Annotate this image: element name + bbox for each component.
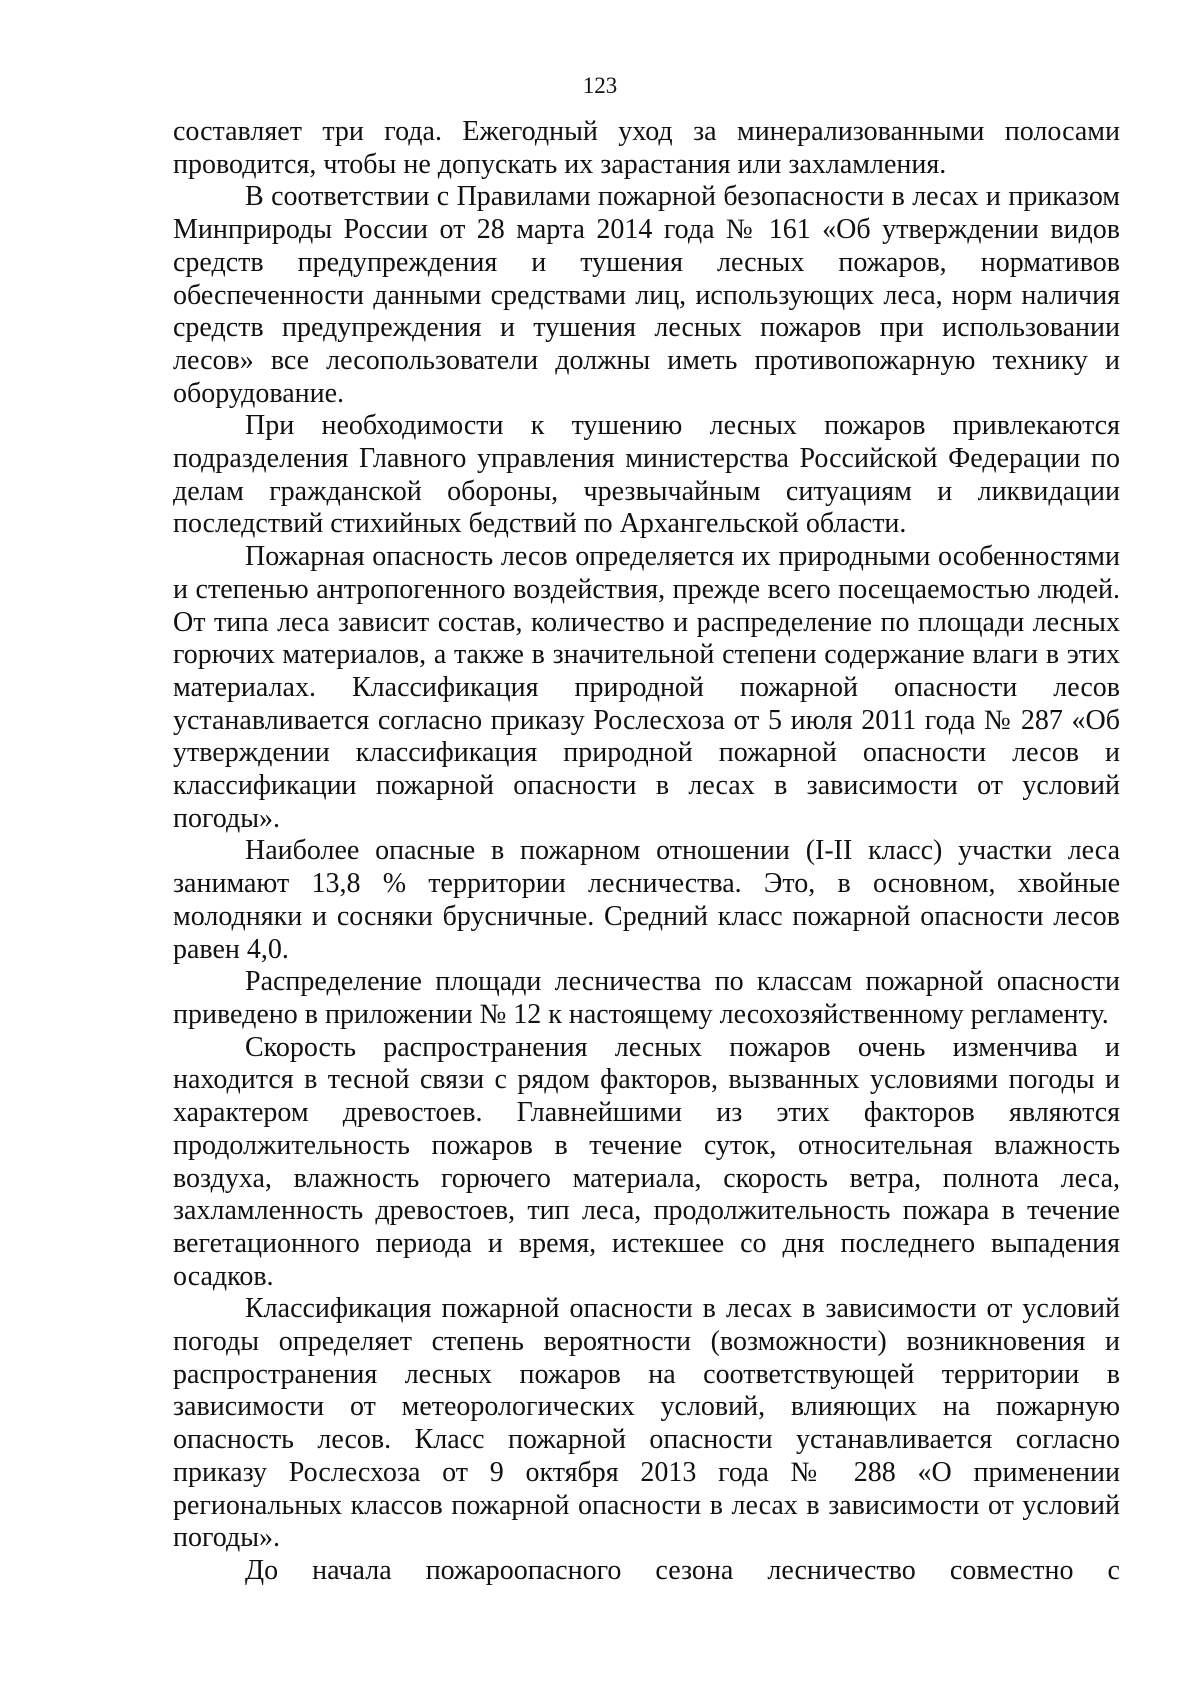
paragraph-fire-safety-rules: В соответствии с Правилами пожарной безопасности в лесах и приказом Минприроды России от 28 марта 2014 года № 161 «Об утверждении видов средств предупреждения и тушения лесных пожаров, нормативов обеспеченности данными средствами лиц, использующих леса, норм наличия средств предупреждения и тушения лесных пожаров при использовании лесов» все лесопользователи должны иметь противопожарную технику и оборудование. xyxy=(173,181,1120,409)
paragraph-weather-classification: Классификация пожарной опасности в лесах в зависимости от условий погоды определяет степень вероятности (возможности) возникновения и распространения лесных пожаров на соответствующей территории в зависимости от метеорологических условий, влияющих на пожарную опасность лесов. Класс пожарной опасности устанавливается согласно приказу Рослесхоза от 9 октября 2013 года № 288 «О применении региональных классов пожарной опасности в лесах в зависимости от условий погоды». xyxy=(173,1293,1120,1554)
document-body xyxy=(173,116,1120,1588)
paragraph-fire-spread-speed: Скорость распространения лесных пожаров очень изменчива и находится в тесной связи с рядом факторов, вызванных условиями погоды и характером древостоев. Главнейшими из этих факторов являются продолжительность пожаров в течение суток, относительная влажность воздуха, влажность горючего материала, скорость ветра, полнота леса, захламленность древостоев, тип леса, продолжительность пожара в течение вегетационного периода и время, истекшее со дня последнего выпадения осадков. xyxy=(173,1031,1120,1292)
paragraph-emergency-units: При необходимости к тушению лесных пожаров привлекаются подразделения Главного управления министерства Российской Федерации по делам гражданской обороны, чрезвычайным ситуациям и ликвидации последствий стихийных бедствий по Архангельской области. xyxy=(173,410,1120,540)
paragraph-continuation: составляет три года. Ежегодный уход за минерализованными полосами проводится, чтобы не допускать их зарастания или захламления. xyxy=(173,116,1120,180)
paragraph-most-dangerous-areas: Наиболее опасные в пожарном отношении (I-II класс) участки леса занимают 13,8 % территории лесничества. Это, в основном, хвойные молодняки и сосняки брусничные. Средний класс пожарной опасности лесов равен 4,0. xyxy=(173,835,1120,965)
paragraph-before-season: До начала пожароопасного сезона лесничество совместно с xyxy=(245,1554,1120,1586)
paragraph-fire-hazard-classification: Пожарная опасность лесов определяется их природными особенностями и степенью антропогенного воздействия, прежде всего посещаемостью людей. От типа леса зависит состав, количество и распределение по площади лесных горючих материалов, а также в значительной степени содержание влаги в этих материалах. Классификация природной пожарной опасности лесов устанавливается согласно приказу Рослесхоза от 5 июля 2011 года № 287 «Об утверждении классификация природной пожарной опасности лесов и классификации пожарной опасности в лесах в зависимости от условий погоды». xyxy=(173,541,1120,834)
paragraph-area-distribution: Распределение площади лесничества по классам пожарной опасности приведено в приложении № 12 к настоящему лесохозяйственному регламенту. xyxy=(173,966,1120,1030)
page-number: 123 xyxy=(582,73,618,98)
